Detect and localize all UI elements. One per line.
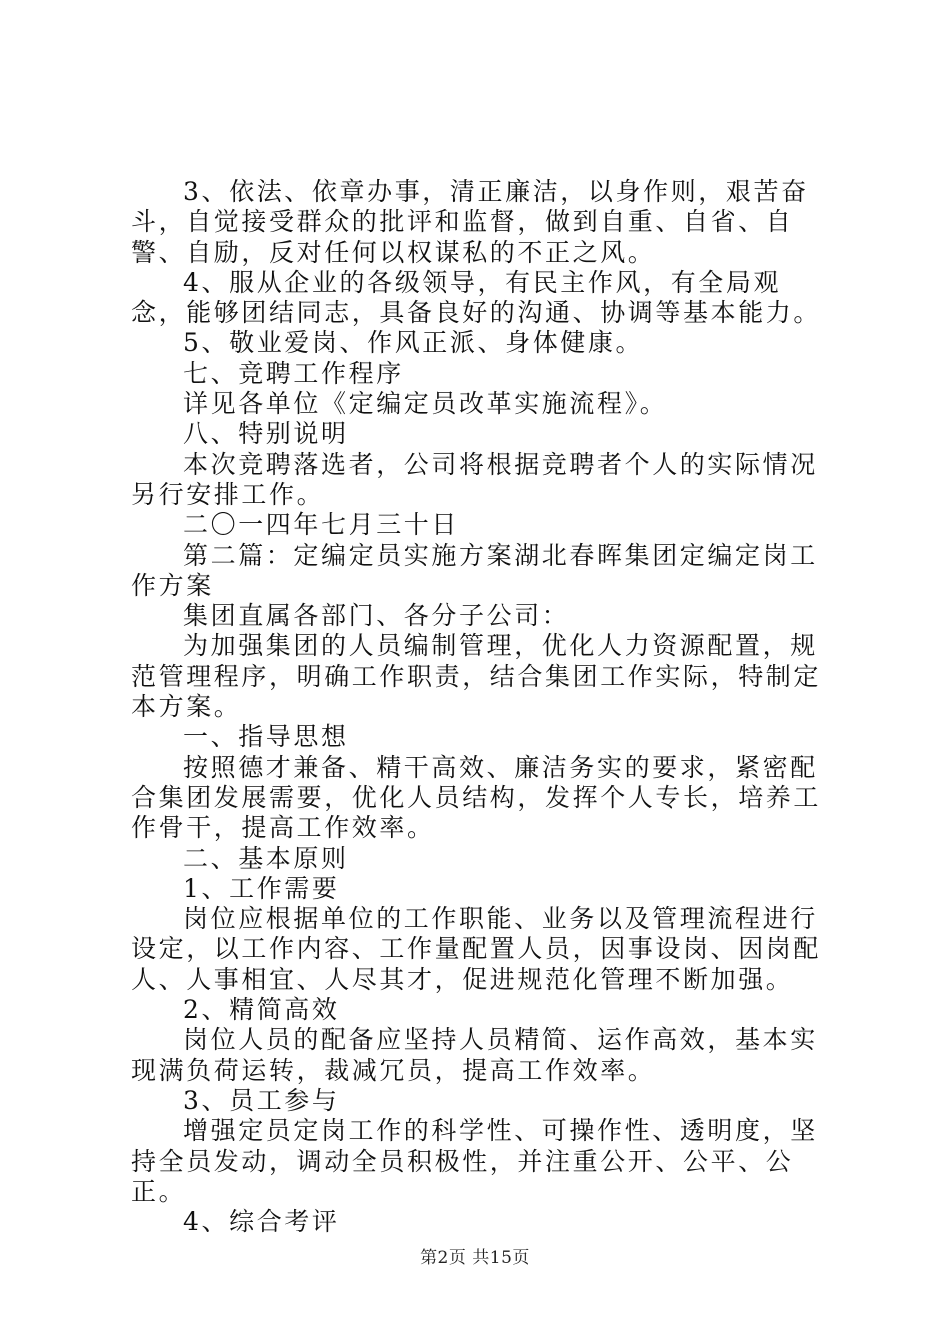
paragraph-requirement-5: 5、敬业爱岗、作风正派、身体健康。 (183, 328, 644, 358)
paragraph-guiding-thought-body: 按照德才兼备、精干高效、廉洁务实的要求，紧密配合集团发展需要，优化人员结构，发挥个人专长，培养工作骨干，提高工作效率。 (131, 752, 822, 843)
paragraph-date: 二〇一四年七月三十日 (183, 510, 460, 540)
paragraph-intro: 为加强集团的人员编制管理，优化人力资源配置，规范管理程序，明确工作职责，结合集团工作实际，特制定本方案。 (131, 631, 822, 722)
paragraph-requirement-3: 3、依法、依章办事，清正廉洁，以身作则，艰苦奋斗，自觉接受群众的批评和监督，做到自重、自省、自警、自励，反对任何以权谋私的不正之风。 (131, 177, 809, 267)
heading-principle-2: 2、精简高效 (183, 995, 340, 1025)
heading-principle-4: 4、综合考评 (183, 1207, 340, 1237)
heading-principle-1: 1、工作需要 (183, 873, 340, 903)
page-number-footer: 第2页 共15页 (420, 1248, 530, 1268)
paragraph-section-7-body: 详见各单位《定编定员改革实施流程》。 (183, 389, 668, 419)
heading-section-7: 七、竞聘工作程序 (183, 358, 404, 388)
paragraph-principle-3-body: 增强定员定岗工作的科学性、可操作性、透明度，坚持全员发动，调动全员积极性，并注重公开、公平、公正。 (131, 1116, 818, 1206)
paragraph-addressee: 集团直属各部门、各分子公司： (183, 601, 570, 631)
paragraph-section-8-body: 本次竞聘落选者，公司将根据竞聘者个人的实际情况另行安排工作。 (131, 449, 818, 509)
heading-part-2: 第二篇：定编定员实施方案湖北春晖集团定编定岗工作方案 (131, 540, 818, 600)
document-body (131, 177, 833, 1237)
paragraph-principle-2-body: 岗位人员的配备应坚持人员精简、运作高效，基本实现满负荷运转，裁减冗员，提高工作效率。 (131, 1025, 818, 1085)
paragraph-principle-1-body: 岗位应根据单位的工作职能、业务以及管理流程进行设定，以工作内容、工作量配置人员，因事设岗、因岗配人、人事相宜、人尽其才，促进规范化管理不断加强。 (131, 904, 822, 994)
heading-guiding-thought: 一、指导思想 (183, 722, 349, 752)
heading-principle-3: 3、员工参与 (183, 1085, 340, 1115)
paragraph-requirement-4: 4、服从企业的各级领导，有民主作风，有全局观念，能够团结同志，具备良好的沟通、协调等基本能力。 (131, 267, 822, 328)
heading-section-8: 八、特别说明 (183, 419, 349, 449)
heading-basic-principles: 二、基本原则 (183, 843, 349, 873)
